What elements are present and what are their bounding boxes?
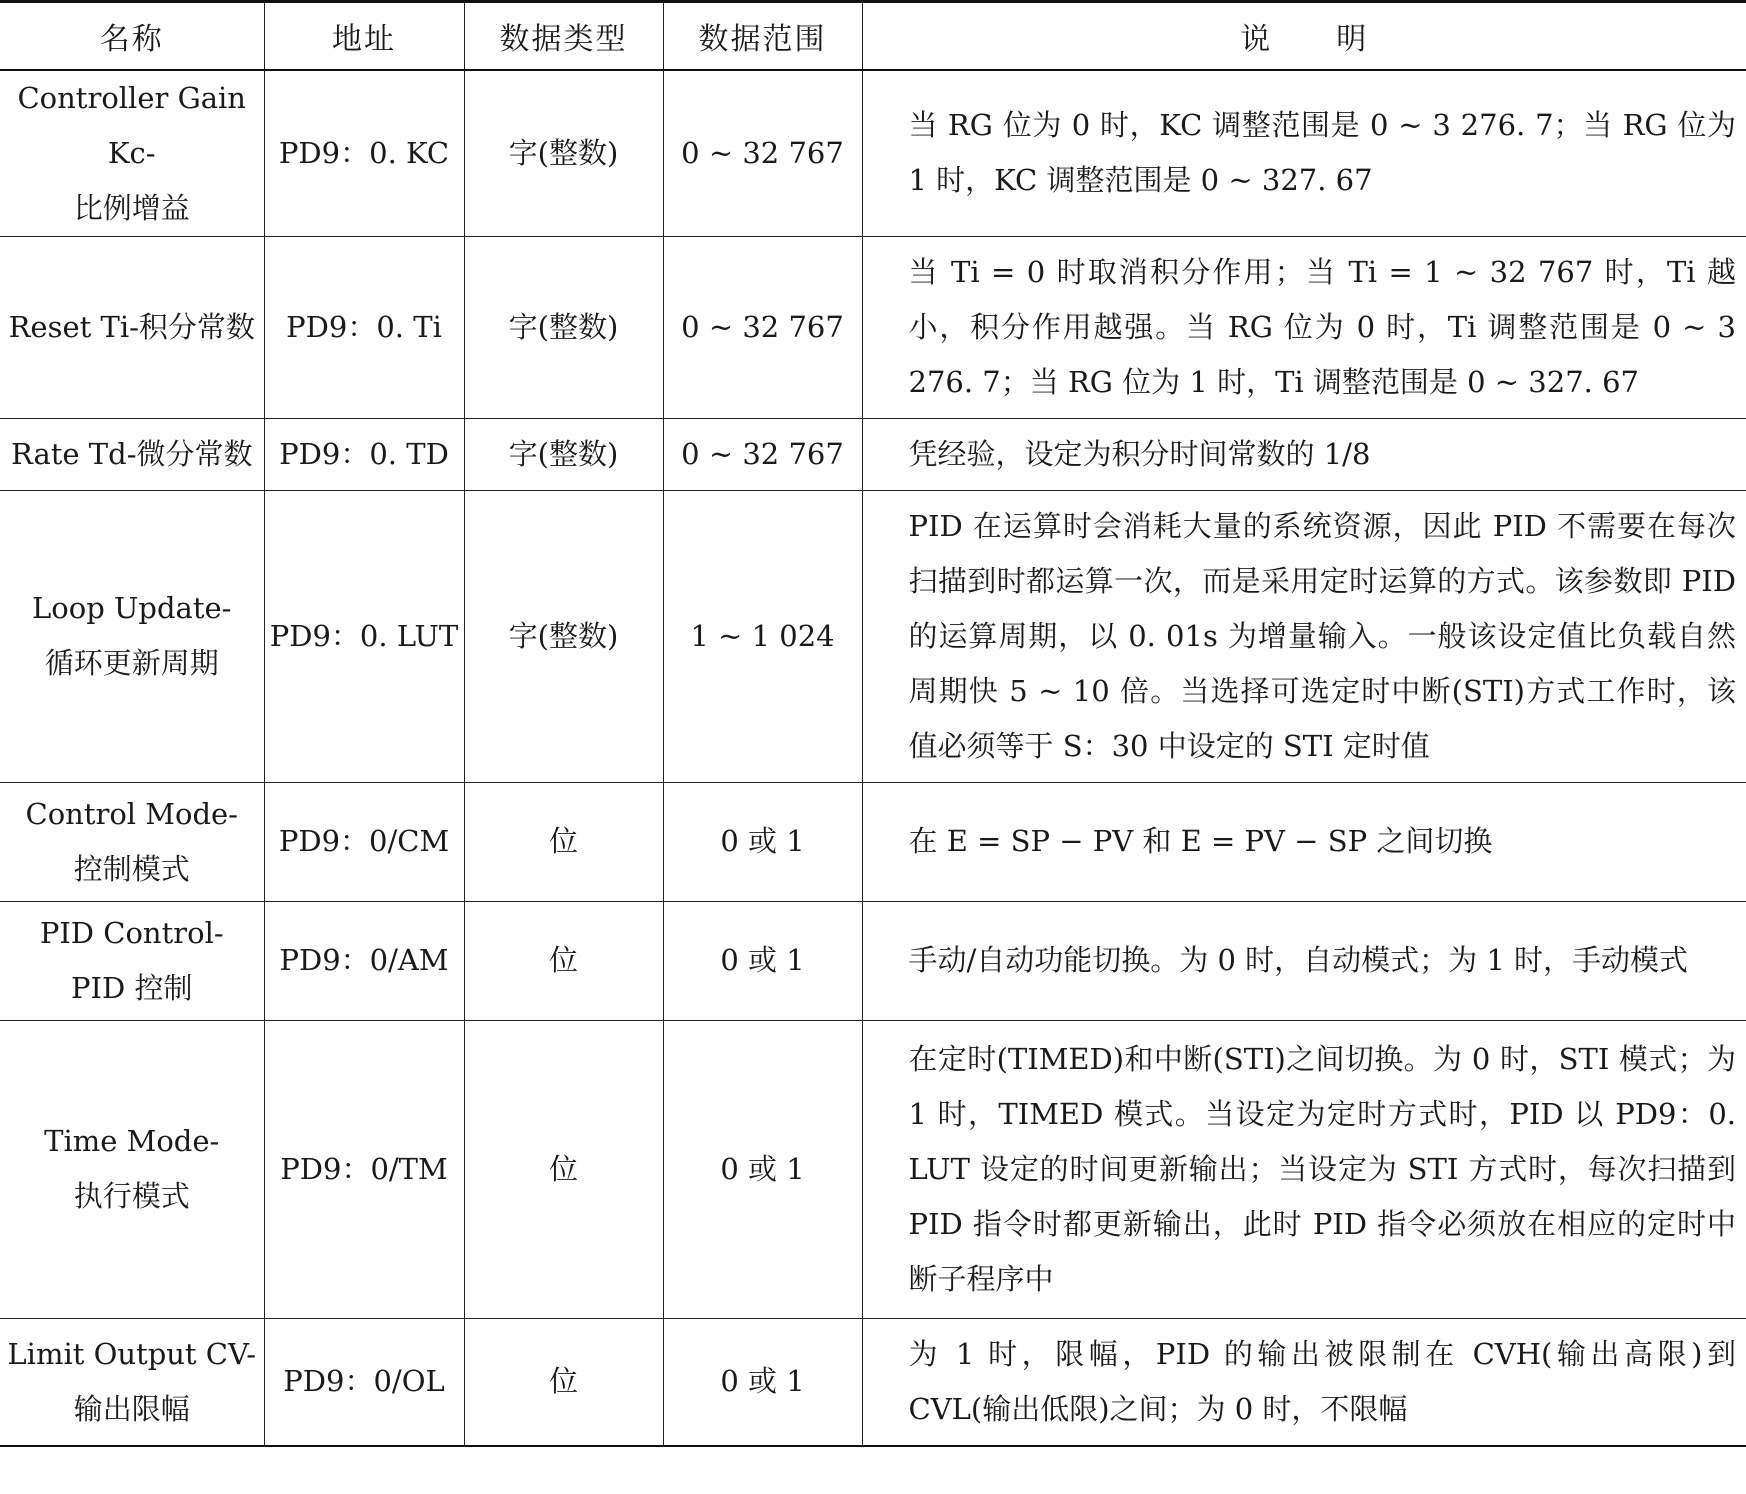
table-row	[0, 236, 1746, 418]
header-address: 地址	[264, 2, 464, 70]
header-data-range: 数据范围	[663, 2, 862, 70]
cell-description	[862, 490, 1746, 782]
description-text: 为 1 时，限幅，PID 的输出被限制在 CVH(输出高限)到 CVL(输出低限)之间；为 0 时，不限幅	[908, 1336, 1736, 1426]
cell-data-range: 0 ~ 32 767	[663, 418, 862, 490]
cell-address: PD9：0/CM	[264, 782, 464, 901]
table-row	[0, 901, 1746, 1020]
name-line: Rate Td-微分常数	[10, 436, 253, 471]
cell-data-type: 字(整数)	[464, 236, 663, 418]
cell-data-type: 字(整数)	[464, 70, 663, 237]
cell-address: PD9：0. TD	[264, 418, 464, 490]
cell-data-type: 位	[464, 901, 663, 1020]
cell-name	[0, 901, 264, 1020]
cell-name	[0, 1020, 264, 1318]
cell-data-range: 0 ~ 32 767	[663, 236, 862, 418]
table-row	[0, 490, 1746, 782]
cell-address: PD9：0. LUT	[264, 490, 464, 782]
cell-address: PD9：0. Ti	[264, 236, 464, 418]
cell-name	[0, 782, 264, 901]
table-row	[0, 418, 1746, 490]
cell-address: PD9：0. KC	[264, 70, 464, 237]
cell-data-range: 0 或 1	[663, 901, 862, 1020]
cell-description	[862, 418, 1746, 490]
cell-data-range: 0 或 1	[663, 782, 862, 901]
cell-description	[862, 901, 1746, 1020]
cell-description	[862, 70, 1746, 237]
name-line: PID 控制	[71, 970, 193, 1005]
name-line: 比例增益	[73, 190, 190, 225]
cell-data-range: 1 ~ 1 024	[663, 490, 862, 782]
table-row	[0, 782, 1746, 901]
name-line: Controller Gain Kc-	[17, 80, 246, 170]
header-name: 名称	[0, 2, 264, 70]
cell-description	[862, 1318, 1746, 1446]
cell-data-type: 字(整数)	[464, 418, 663, 490]
cell-data-range: 0 ~ 32 767	[663, 70, 862, 237]
cell-data-type: 位	[464, 782, 663, 901]
cell-name	[0, 1318, 264, 1446]
cell-address: PD9：0/AM	[264, 901, 464, 1020]
cell-address: PD9：0/OL	[264, 1318, 464, 1446]
cell-name	[0, 490, 264, 782]
name-line: Loop Update-	[32, 591, 232, 625]
cell-data-type: 位	[464, 1318, 663, 1446]
header-data-type: 数据类型	[464, 2, 663, 70]
cell-name	[0, 70, 264, 237]
cell-name	[0, 236, 264, 418]
cell-data-range: 0 或 1	[663, 1020, 862, 1318]
name-line: 控制模式	[73, 851, 190, 886]
header-description: 说 明	[862, 2, 1746, 70]
description-text: 手动/自动功能切换。为 0 时，自动模式；为 1 时，手动模式	[908, 943, 1689, 977]
table-row	[0, 1020, 1746, 1318]
header-row	[0, 2, 1746, 70]
cell-description	[862, 782, 1746, 901]
name-line: Reset Ti-积分常数	[8, 309, 255, 344]
cell-description	[862, 236, 1746, 418]
name-line: 执行模式	[73, 1179, 190, 1213]
table-body	[0, 70, 1746, 1446]
table-row	[0, 1318, 1746, 1446]
description-text: 凭经验，设定为积分时间常数的 1/8	[908, 436, 1371, 471]
name-line: 输出限幅	[73, 1391, 190, 1426]
description-text: PID 在运算时会消耗大量的系统资源，因此 PID 不需要在每次扫描到时都运算一次，而是采用定时运算的方式。该参数即 PID 的运算周期，以 0. 01s 为增量输入。一般该设定值比负载自然周期快 5 ~ 10 倍。当选择可选定时中断(STI)方式工作时，该值必须等于 S：30 中设定的 STI 定时值	[908, 508, 1736, 763]
name-line: 循环更新周期	[44, 646, 219, 680]
name-line: Time Mode-	[44, 1124, 220, 1158]
cell-data-type: 字(整数)	[464, 490, 663, 782]
cell-data-type: 位	[464, 1020, 663, 1318]
cell-data-range: 0 或 1	[663, 1318, 862, 1446]
description-text: 当 Ti = 0 时取消积分作用；当 Ti = 1 ~ 32 767 时，Ti 越小，积分作用越强。当 RG 位为 0 时，Ti 调整范围是 0 ~ 3 276. 7；当 RG 位为 1 时，Ti 调整范围是 0 ~ 327. 67	[908, 254, 1736, 399]
name-line: Limit Output CV-	[7, 1336, 257, 1371]
description-text: 在定时(TIMED)和中断(STI)之间切换。为 0 时，STI 模式；为 1 时，TIMED 模式。当设定为定时方式时，PID 以 PD9：0. LUT 设定的时间更新输出；当设定为 STI 方式时，每次扫描到 PID 指令时都更新输出，此时 PID 指令必须放在相应的定时中断子程序中	[908, 1041, 1736, 1296]
table-row	[0, 70, 1746, 237]
name-line: Control Mode-	[25, 796, 238, 831]
description-text: 当 RG 位为 0 时，KC 调整范围是 0 ~ 3 276. 7；当 RG 位为 1 时，KC 调整范围是 0 ~ 327. 67	[908, 108, 1736, 197]
cell-name	[0, 418, 264, 490]
cell-address: PD9：0/TM	[264, 1020, 464, 1318]
cell-description	[862, 1020, 1746, 1318]
name-line: PID Control-	[39, 915, 224, 950]
description-text: 在 E = SP − PV 和 E = PV − SP 之间切换	[908, 824, 1493, 858]
